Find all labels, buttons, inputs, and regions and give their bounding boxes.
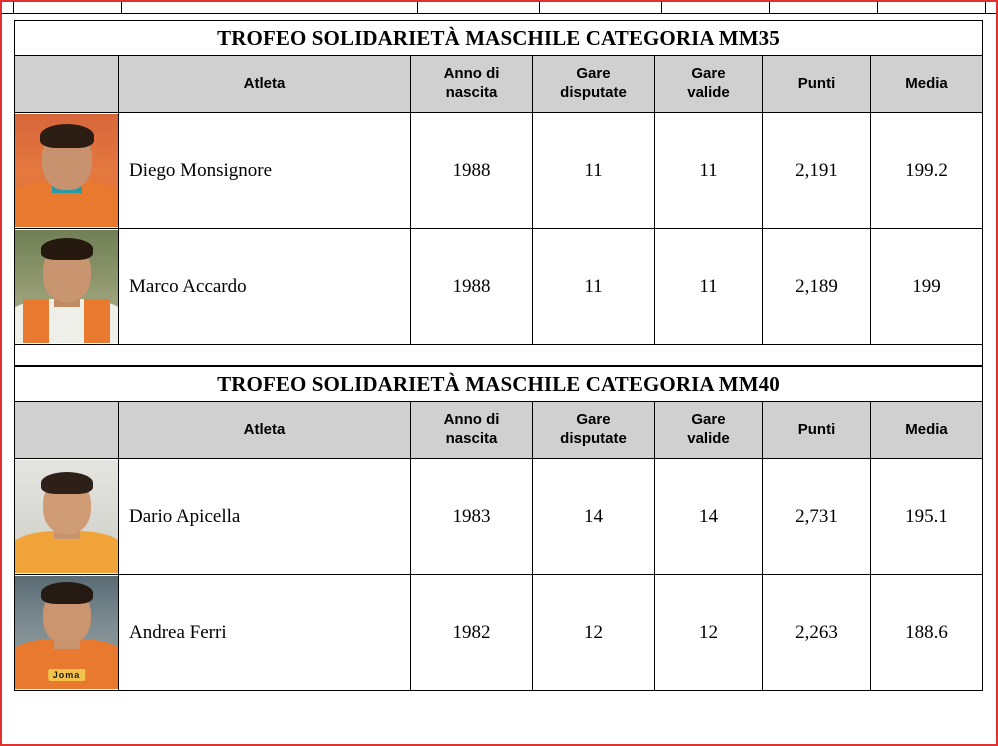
sheet-area xyxy=(2,14,996,744)
table-row xyxy=(15,459,983,575)
athlete-average: 199.2 xyxy=(871,113,983,229)
column-header-birth-year xyxy=(411,402,533,459)
table-header-row xyxy=(15,402,983,459)
athlete-photo-marco-accardo xyxy=(15,230,118,343)
athlete-races-valid: 12 xyxy=(655,575,763,691)
photo-shirt-stripe-right xyxy=(84,299,110,343)
column-divider xyxy=(662,2,770,13)
athlete-photo-andrea-ferri xyxy=(15,576,118,689)
column-divider xyxy=(2,2,14,13)
photo-hair xyxy=(41,582,93,604)
trophy-table-mm40 xyxy=(14,366,983,691)
athlete-name: Andrea Ferri xyxy=(119,575,411,691)
column-divider xyxy=(122,2,418,13)
column-header-races-valid-line1: Gare xyxy=(691,411,726,429)
table-spacer-row xyxy=(15,345,983,366)
column-header-races-valid xyxy=(655,56,763,113)
athlete-birth-year: 1988 xyxy=(411,113,533,229)
athlete-photo-cell xyxy=(15,229,119,345)
column-header-races-run-line2: disputate xyxy=(560,84,627,101)
athlete-birth-year: 1982 xyxy=(411,575,533,691)
athlete-name: Diego Monsignore xyxy=(119,113,411,229)
table-row xyxy=(15,229,983,345)
athlete-races-valid: 11 xyxy=(655,113,763,229)
column-header-races-valid-line2: valide xyxy=(687,84,730,101)
athlete-races-run: 14 xyxy=(533,459,655,575)
athlete-races-valid: 14 xyxy=(655,459,763,575)
column-header-races-run-line1: Gare xyxy=(576,65,611,83)
table-title: TROFEO SOLIDARIETÀ MASCHILE CATEGORIA MM40 xyxy=(15,367,983,402)
column-divider xyxy=(878,2,986,13)
column-header-points: Punti xyxy=(763,56,871,113)
athlete-races-run: 11 xyxy=(533,113,655,229)
spacer-cell xyxy=(15,345,983,366)
table-title-row xyxy=(15,21,983,56)
athlete-points: 2,731 xyxy=(763,459,871,575)
column-divider xyxy=(14,2,122,13)
athlete-photo-cell xyxy=(15,575,119,691)
column-header-races-valid-line2: valide xyxy=(687,430,730,447)
column-header-races-run-line2: disputate xyxy=(560,430,627,447)
trophy-table-mm35 xyxy=(14,20,983,366)
table-title: TROFEO SOLIDARIETÀ MASCHILE CATEGORIA MM35 xyxy=(15,21,983,56)
column-divider xyxy=(418,2,540,13)
athlete-races-valid: 11 xyxy=(655,229,763,345)
column-header-birth-year-line1: Anno di xyxy=(443,411,500,429)
column-header-races-run xyxy=(533,56,655,113)
column-header-races-valid-line1: Gare xyxy=(691,65,726,83)
column-header-races-run-line1: Gare xyxy=(576,411,611,429)
athlete-points: 2,189 xyxy=(763,229,871,345)
photo-hair xyxy=(40,124,94,148)
athlete-name: Dario Apicella xyxy=(119,459,411,575)
athlete-average: 199 xyxy=(871,229,983,345)
table-header-row xyxy=(15,56,983,113)
column-header-birth-year-line2: nascita xyxy=(445,430,498,447)
column-header-average: Media xyxy=(871,56,983,113)
table-title-row xyxy=(15,367,983,402)
athlete-races-run: 12 xyxy=(533,575,655,691)
athlete-photo-dario-apicella xyxy=(15,460,118,573)
photo-shirt-stripe-left xyxy=(23,299,49,343)
athlete-points: 2,263 xyxy=(763,575,871,691)
photo-hair xyxy=(41,472,93,494)
column-header-birth-year-line1: Anno di xyxy=(443,65,500,83)
column-header-points: Punti xyxy=(763,402,871,459)
spreadsheet-column-strip xyxy=(2,2,996,14)
column-header-photo xyxy=(15,402,119,459)
column-header-athlete: Atleta xyxy=(119,56,411,113)
table-row xyxy=(15,575,983,691)
athlete-name: Marco Accardo xyxy=(119,229,411,345)
column-divider xyxy=(540,2,662,13)
athlete-photo-cell xyxy=(15,113,119,229)
photo-brand-logo: Joma xyxy=(48,669,86,681)
athlete-average: 195.1 xyxy=(871,459,983,575)
column-header-photo xyxy=(15,56,119,113)
athlete-photo-cell xyxy=(15,459,119,575)
athlete-birth-year: 1988 xyxy=(411,229,533,345)
column-header-races-run xyxy=(533,402,655,459)
column-header-birth-year xyxy=(411,56,533,113)
athlete-points: 2,191 xyxy=(763,113,871,229)
column-header-athlete: Atleta xyxy=(119,402,411,459)
column-header-birth-year-line2: nascita xyxy=(445,84,498,101)
photo-hair xyxy=(41,238,93,260)
table-row xyxy=(15,113,983,229)
athlete-races-run: 11 xyxy=(533,229,655,345)
column-header-average: Media xyxy=(871,402,983,459)
athlete-birth-year: 1983 xyxy=(411,459,533,575)
column-divider xyxy=(770,2,878,13)
athlete-photo-diego-monsignore xyxy=(15,114,118,227)
column-header-races-valid xyxy=(655,402,763,459)
athlete-average: 188.6 xyxy=(871,575,983,691)
